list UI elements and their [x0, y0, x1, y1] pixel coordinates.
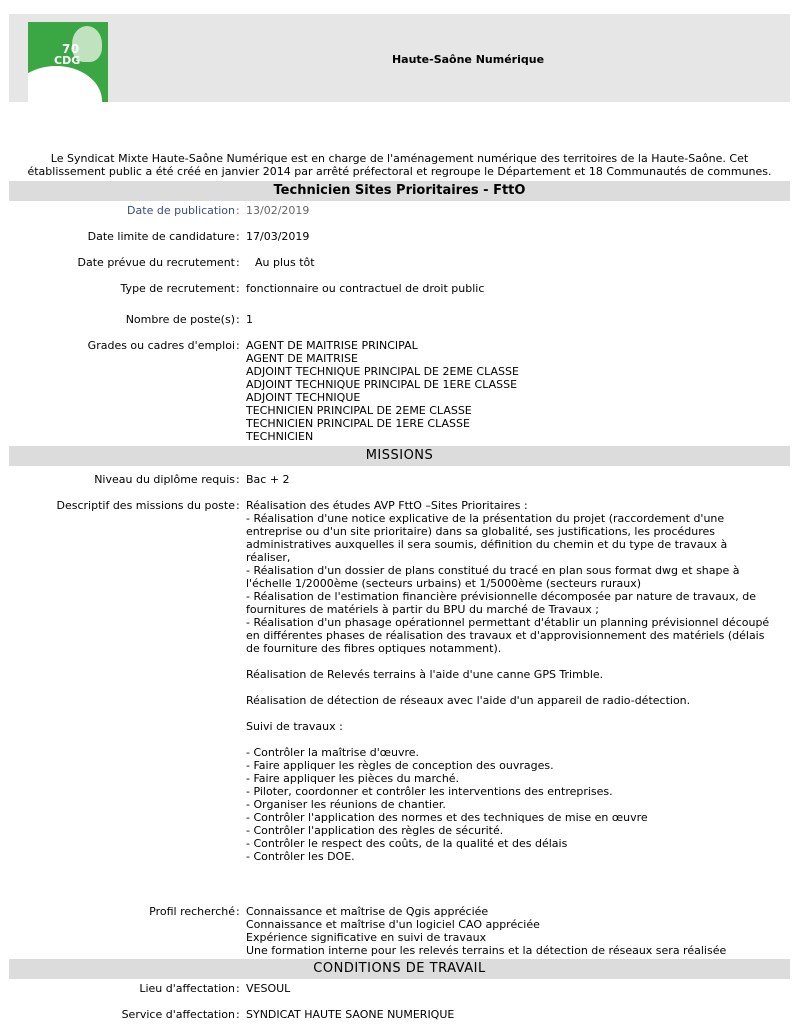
description-line: - Réalisation d'un dossier de plans constitué du tracé en plan sous format dwg et shape à [246, 564, 740, 577]
description-line: - Faire appliquer les pièces du marché. [246, 772, 460, 785]
description-line: - Contrôler le respect des coûts, de la qualité et des délais [246, 837, 568, 850]
description-line: Suivi de travaux : [246, 720, 343, 733]
profile-line: Expérience significative en suivi de travaux [246, 931, 487, 944]
grades-label: Grades ou cadres d'emploi [87, 339, 235, 352]
positions-label: Nombre de poste(s) [125, 313, 235, 326]
profile-line: Connaissance et maîtrise de Qgis appréciée [246, 905, 489, 918]
description-line: - Piloter, coordonner et contrôler les interventions des entreprises. [246, 785, 613, 798]
description-line: - Contrôler la maîtrise d'œuvre. [246, 746, 419, 759]
description-line: - Faire appliquer les règles de conception des ouvrages. [246, 759, 554, 772]
intro-text: Le Syndicat Mixte Haute-Saône Numérique est en charge de l'aménagement numérique des territoires de la Haute-Saône. Cet établissement public a été créé en janvier 2014 par arrêté préfectoral et regroupe le Département et 18 Communautés de communes. [27, 152, 772, 178]
diploma-label: Niveau du diplôme requis [94, 473, 235, 486]
profile-line: Une formation interne pour les relevés terrains et la détection de réseaux sera réalisée [246, 944, 727, 957]
description-line: entreprise ou d'un site prioritaire) dans sa globalité, ses justifications, les procédures [246, 525, 716, 538]
description-line: - Contrôler les DOE. [246, 850, 355, 863]
diploma-value: Bac + 2 [246, 473, 290, 486]
grade-item: ADJOINT TECHNIQUE [246, 391, 361, 404]
description-line: réaliser, [246, 551, 291, 564]
description-line: Réalisation des études AVP FttO –Sites Prioritaires : [246, 499, 528, 512]
location-label: Lieu d'affectation [139, 982, 235, 995]
grade-item: TECHNICIEN PRINCIPAL DE 1ERE CLASSE [246, 417, 470, 430]
grade-item: ADJOINT TECHNIQUE PRINCIPAL DE 1ERE CLASSE [246, 378, 518, 391]
service-label: Service d'affectation [121, 1008, 235, 1021]
positions-value: 1 [246, 313, 253, 326]
description-line: - Contrôler l'application des normes et des techniques de mise en œuvre [246, 811, 648, 824]
grade-item: AGENT DE MAITRISE [246, 352, 358, 365]
grades-list [246, 339, 786, 443]
recruitment-type-label: Type de recrutement [120, 282, 235, 295]
recruitment-date-value: Au plus tôt [255, 256, 315, 269]
profile-label: Profil recherché [149, 905, 235, 918]
recruitment-type-value: fonctionnaire ou contractuel de droit public [246, 282, 485, 295]
recruitment-date-label: Date prévue du recrutement [77, 256, 235, 269]
description-line: - Réalisation d'un phasage opérationnel permettant d'établir un planning prévisionnel découpé [246, 616, 770, 629]
organization-title: Haute-Saône Numérique [391, 53, 545, 66]
description-line: de fourniture des fibres optiques notamment). [246, 642, 502, 655]
description-line: l'échelle 1/2000ème (secteurs urbains) et 1/5000ème (secteurs ruraux) [246, 577, 642, 590]
location-value: VESOUL [246, 982, 291, 995]
logo-text: CDG [54, 54, 81, 67]
missions-heading: MISSIONS [9, 446, 790, 466]
description-line: fournitures de matériels à partir du BPU du marché de Travaux ; [246, 603, 599, 616]
logo-number: 70 [62, 42, 80, 56]
profile-line: Connaissance et maîtrise d'un logiciel CAO appréciée [246, 918, 540, 931]
description-line: - Organiser les réunions de chantier. [246, 798, 446, 811]
grade-item: TECHNICIEN PRINCIPAL DE 2EME CLASSE [246, 404, 472, 417]
service-value: SYNDICAT HAUTE SAONE NUMERIQUE [246, 1008, 455, 1021]
deadline-value: 17/03/2019 [246, 230, 310, 243]
missions-description-label: Descriptif des missions du poste [56, 499, 235, 512]
description-line: administratives auxquelles il sera soumis, définition du chemin et du type de travaux à [246, 538, 728, 551]
grade-item: TECHNICIEN [246, 430, 314, 443]
description-line: Réalisation de détection de réseaux avec l'aide d'un appareil de radio-détection. [246, 694, 691, 707]
grade-item: AGENT DE MAITRISE PRINCIPAL [246, 339, 418, 352]
publication-date-label: Date de publication [127, 204, 235, 217]
missions-description [246, 499, 786, 863]
description-line: Réalisation de Relevés terrains à l'aide d'une canne GPS Trimble. [246, 668, 604, 681]
description-line: - Réalisation de l'estimation financière prévisionnelle décomposée par nature de travaux, de [246, 590, 757, 603]
conditions-heading: CONDITIONS DE TRAVAIL [9, 959, 790, 979]
grade-item: ADJOINT TECHNIQUE PRINCIPAL DE 2EME CLASSE [246, 365, 519, 378]
description-line: - Contrôler l'application des règles de sécurité. [246, 824, 504, 837]
description-line: en différentes phases de réalisation des travaux et d'approvisionnement des matériels (délais [246, 629, 765, 642]
profile-list [246, 905, 786, 957]
deadline-label: Date limite de candidature [87, 230, 235, 243]
publication-date-value: 13/02/2019 [246, 204, 310, 217]
page-header [9, 14, 790, 102]
description-line: - Réalisation d'une notice explicative de la présentation du projet (raccordement d'une [246, 512, 725, 525]
cdg-logo [28, 22, 108, 102]
job-title: Technicien Sites Prioritaires - FttO [9, 181, 790, 201]
